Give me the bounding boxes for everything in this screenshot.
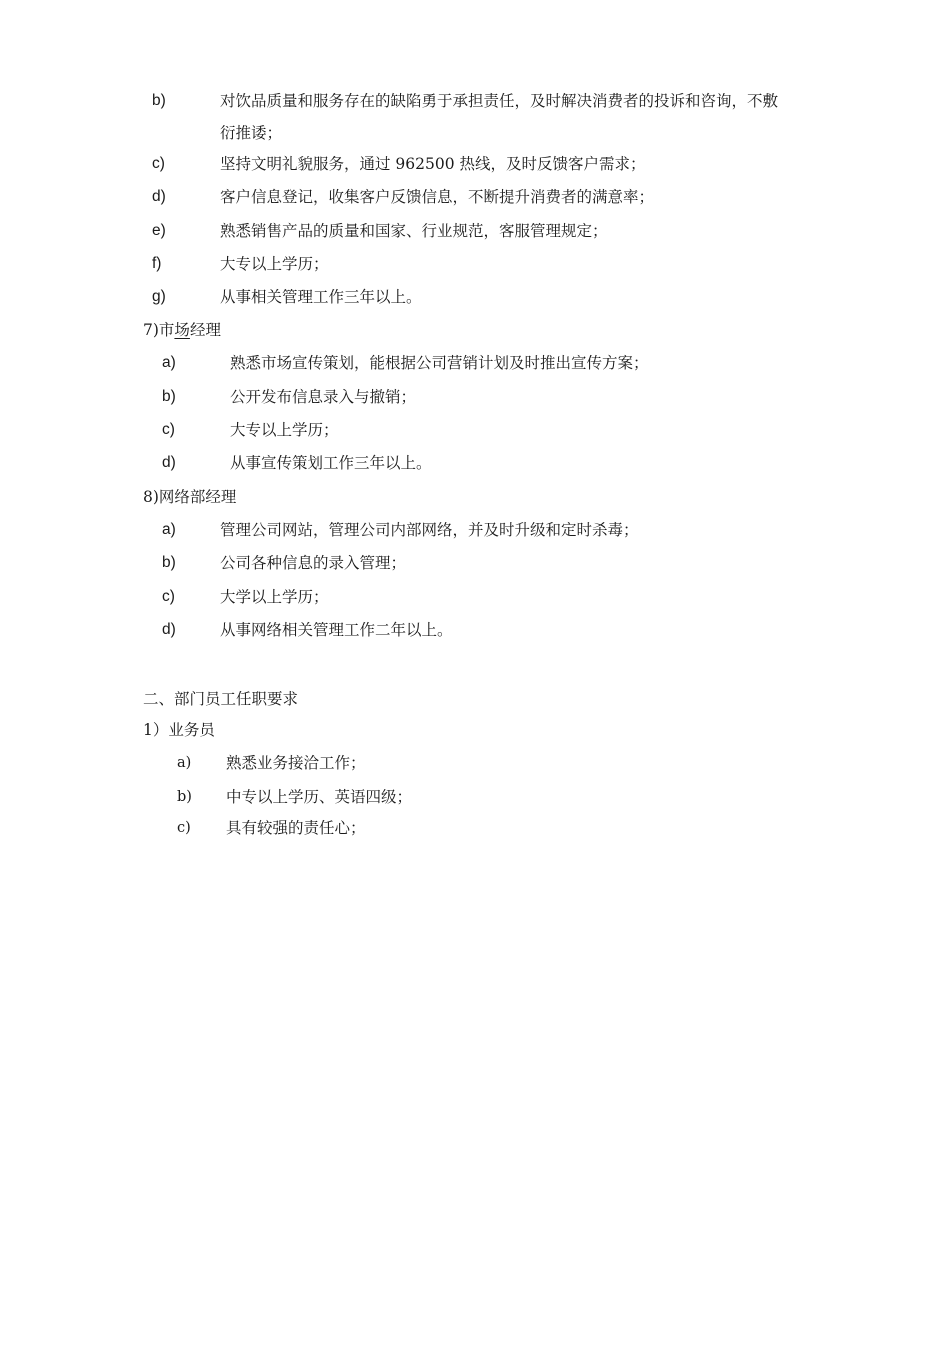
list-item-text: 大专以上学历； <box>220 255 329 273</box>
list-item-label: c) <box>162 421 175 438</box>
list-item-label: b) <box>162 554 176 571</box>
list-item-label: c) <box>177 820 191 836</box>
list-item-text: 坚持文明礼貌服务，通过 962500 热线，及时反馈客户需求； <box>220 155 646 173</box>
list-item-label: b) <box>152 92 166 109</box>
list-item-text: 客户信息登记，收集客户反馈信息，不断提升消费者的满意率； <box>220 188 655 206</box>
list-item-label: b) <box>177 789 192 805</box>
list-item-label: e) <box>152 222 166 239</box>
list-item-label: d) <box>152 188 166 205</box>
list-item-label: a) <box>177 755 192 771</box>
part2-sub-heading: 1）业务员 <box>143 721 215 739</box>
list-item-text-continued: 衍推诿； <box>220 124 283 142</box>
section7-heading-suffix: 经理 <box>189 321 221 339</box>
list-item-text: 从事宣传策划工作三年以上。 <box>230 454 432 472</box>
list-item-label: c) <box>152 155 165 172</box>
list-item-label: a) <box>162 354 176 371</box>
section8-heading: 8)网络部经理 <box>143 488 237 506</box>
list-item-text: 公司各种信息的录入管理； <box>220 554 407 572</box>
list-item-text: 从事相关管理工作三年以上。 <box>220 288 422 306</box>
list-item-text: 对饮品质量和服务存在的缺陷勇于承担责任，及时解决消费者的投诉和咨询，不敷 <box>220 92 779 110</box>
list-item-label: a) <box>162 521 176 538</box>
list-item-text: 中专以上学历、英语四级； <box>226 788 413 806</box>
part2-heading: 二、部门员工任职要求 <box>143 690 299 708</box>
list-item-text: 大学以上学历； <box>220 588 329 606</box>
list-item-label: d) <box>162 454 176 471</box>
list-item-label: d) <box>162 621 176 638</box>
section7-heading <box>143 319 221 341</box>
list-item-label: c) <box>162 588 175 605</box>
list-item-text: 管理公司网站，管理公司内部网络，并及时升级和定时杀毒； <box>220 521 639 539</box>
list-item-label: f) <box>152 255 162 272</box>
list-item-text: 熟悉销售产品的质量和国家、行业规范，客服管理规定； <box>220 222 608 240</box>
list-item-label: b) <box>162 388 176 405</box>
section7-heading-underlined: 场 <box>174 321 190 339</box>
list-item-text: 公开发布信息录入与撤销； <box>230 388 417 406</box>
list-item-text: 大专以上学历； <box>230 421 339 439</box>
list-item-text: 熟悉业务接洽工作； <box>226 754 366 772</box>
list-item-text: 从事网络相关管理工作二年以上。 <box>220 621 453 639</box>
list-item-text: 具有较强的责任心； <box>226 819 366 837</box>
list-item-label: g) <box>152 288 166 305</box>
section7-heading-prefix: 7)市 <box>143 321 175 339</box>
list-item-text: 熟悉市场宣传策划，能根据公司营销计划及时推出宣传方案； <box>230 354 649 372</box>
